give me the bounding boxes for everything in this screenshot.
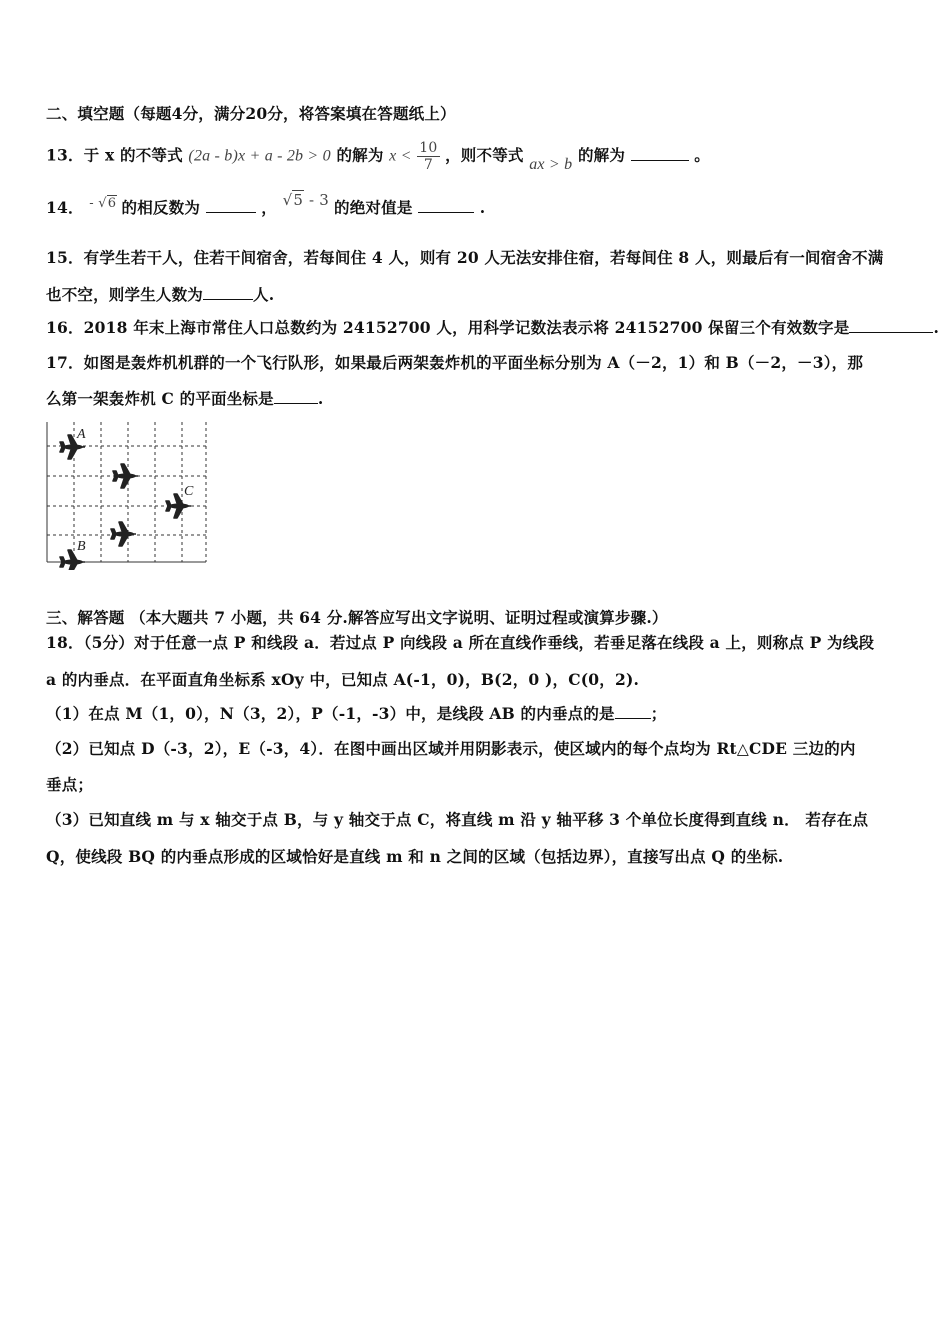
question-15-line-2: 也不空，则学生人数为 人. — [46, 285, 275, 304]
q14-expr-sqrt5-minus-3: √5 - 3 — [282, 191, 330, 209]
q13-inequality-2: ax > b — [529, 155, 573, 173]
question-17-line-2: 么第一架轰炸机 C 的平面坐标是 . — [46, 389, 324, 408]
q13-solution-var: x < — [389, 147, 412, 165]
q13-frac-numerator: 10 — [419, 140, 438, 156]
question-18-part-2-line-2: 垂点； — [46, 775, 94, 794]
q18-part1-answer-blank[interactable] — [615, 706, 651, 719]
q13-mid2: ，则不等式 — [445, 145, 524, 165]
q13-inequality: (2a - b)x + a - 2b > 0 — [188, 147, 331, 165]
question-13 — [46, 140, 710, 173]
question-15-line-1: 15．有学生若干人，住若干间宿舍，若每间住 4 人，则有 20 人无法安排住宿，若每间住 8 人，则最后有一间宿舍不满 — [46, 248, 884, 267]
q14-answer-blank-2[interactable] — [418, 200, 474, 213]
point-label-b: B — [77, 539, 86, 554]
q13-mid1: 的解为 — [336, 145, 384, 165]
question-18-line-2: a 的内垂点．在平面直角坐标系 xOy 中，已知点 A(-1，0)，B(2，0 )，C(0，2). — [46, 670, 640, 689]
point-label-a: A — [77, 427, 86, 442]
q14-text2: 的绝对值是 — [334, 198, 413, 217]
question-16: 16．2018 年末上海市常住人口总数约为 24152700 人，用科学记数法表示将 24152700 保留三个有效数字是 . — [46, 318, 940, 337]
question-18-line-1: 18．（5分）对于任意一点 P 和线段 a．若过点 P 向线段 a 所在直线作垂线，若垂足落在线段 a 上，则称点 P 为线段 — [46, 633, 875, 652]
formation-grid-figure — [46, 420, 210, 570]
q14-answer-blank-1[interactable] — [206, 200, 256, 213]
question-18-part-2-line-1: （2）已知点 D（-3，2），E（-3，4）．在图中画出区域并用阴影表示，使区域内的每个点均为 Rt△CDE 三边的内 — [46, 739, 856, 758]
q14-number: 14． — [46, 198, 84, 217]
q13-end: 。 — [694, 145, 710, 165]
q17-answer-blank[interactable] — [274, 391, 318, 404]
question-17-line-1: 17．如图是轰炸机机群的一个飞行队形，如果最后两架轰炸机的平面坐标分别为 A（－2，1）和 B（－2，－3），那 — [46, 353, 864, 372]
q13-answer-blank[interactable] — [631, 148, 689, 161]
airplane-icon-mid-2 — [111, 522, 136, 546]
q13-frac-denominator: 7 — [423, 157, 433, 173]
q15-answer-blank[interactable] — [203, 287, 253, 300]
q14-text1: 的相反数为 — [121, 198, 201, 217]
q16-answer-blank[interactable] — [849, 320, 933, 333]
section-2-heading: 二、填空题（每题4分，满分20分，将答案填在答题纸上） — [46, 104, 456, 123]
q14-end: . — [479, 198, 486, 217]
question-18-part-3-line-1: （3）已知直线 m 与 x 轴交于点 B，与 y 轴交于点 C，将直线 m 沿 y 轴平移 3 个单位长度得到直线 n． 若存在点 — [46, 810, 869, 829]
question-14 — [46, 191, 486, 218]
section-3-heading: 三、解答题 （本大题共 7 小题，共 64 分.解答应写出文字说明、证明过程或演算步骤.） — [46, 608, 668, 627]
q13-prefix: 13．于 x 的不等式 — [46, 145, 183, 165]
q13-suffix: 的解为 — [577, 145, 626, 165]
question-18-part-3-line-2: Q，使线段 BQ 的内垂点形成的区域恰好是直线 m 和 n 之间的区域（包括边界），直接写出点 Q 的坐标. — [46, 847, 784, 866]
q14-expr-neg-sqrt6: - √6 — [89, 196, 117, 211]
question-18-part-1: （1）在点 M（1，0），N（3，2），P（-1，-3）中，是线段 AB 的内垂点的是 ； — [46, 704, 667, 723]
point-label-c: C — [184, 484, 194, 499]
q13-fraction — [417, 140, 439, 173]
q14-comma: ， — [261, 198, 277, 217]
airplane-icon-mid-1 — [113, 464, 138, 488]
